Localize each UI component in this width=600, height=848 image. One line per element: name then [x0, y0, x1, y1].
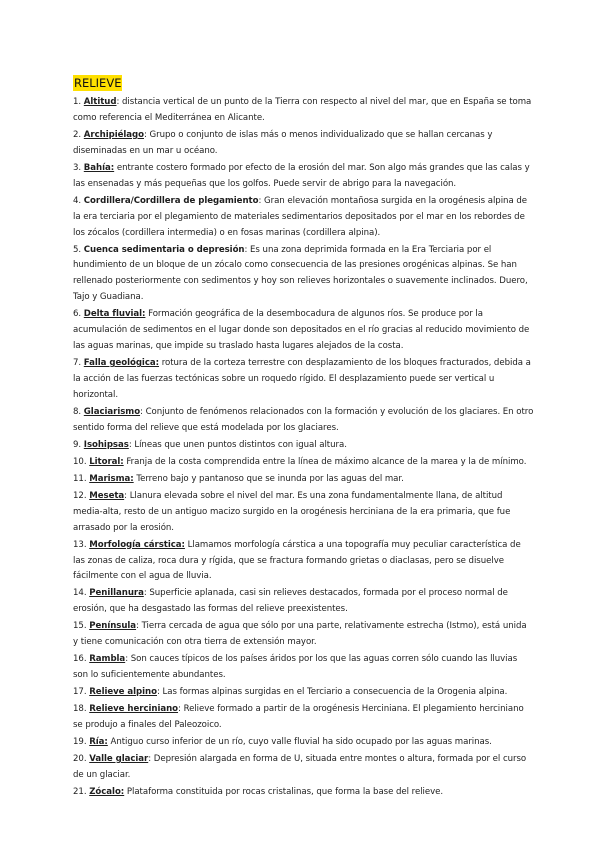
definition-number: 4.	[73, 195, 82, 206]
definition-item	[73, 128, 534, 160]
definition-text: Líneas que unen puntos distintos con igual altura.	[131, 439, 347, 450]
definition-number: 13.	[73, 539, 87, 550]
definition-text: Terreno bajo y pantanoso que se inunda por las aguas del mar.	[133, 473, 404, 484]
definition-item	[73, 161, 534, 193]
definition-term: Litoral:	[89, 456, 124, 467]
definition-separator: :	[148, 754, 152, 765]
definition-text: Franja de la costa comprendida entre la línea de máximo alcance de la marea y la de mínimo.	[123, 456, 527, 467]
definition-item	[73, 243, 534, 307]
definition-text: Llanura elevada sobre el nivel del mar. Es una zona fundamentalmente llana, de altitud media-alta, resto de un antiguo macizo surgido en la orogénesis herciniana de la era primaria, que fue arrasado por la erosión.	[73, 490, 511, 533]
definition-item	[73, 538, 534, 586]
definition-term: Península	[89, 621, 137, 632]
definition-term: Altitud	[83, 97, 117, 107]
definition-term: Ría:	[89, 737, 108, 748]
definition-text: rotura de la corteza terrestre con desplazamiento de los bloques fracturados, debida a la acción de las fuerzas tectónicas sobre un roquedo rígido. El desplazamiento puede ser vertical u horizontal.	[73, 358, 531, 400]
definition-number: 16.	[73, 654, 87, 665]
definition-item	[73, 685, 534, 701]
definition-text: Depresión alargada en forma de U, situada entre montes o altura, formada por el curso de un glaciar.	[73, 754, 527, 780]
definition-separator: :	[140, 406, 143, 417]
definition-number: 3.	[73, 162, 82, 173]
definition-separator: :	[128, 439, 132, 450]
definition-number: 10.	[73, 456, 87, 467]
definition-text: Grupo o conjunto de islas más o menos individualizado que se hallan cercanas y diseminadas en un mar u océano.	[73, 129, 493, 156]
definition-term: Relieve alpino	[89, 687, 157, 698]
definition-item	[73, 785, 534, 801]
definition-separator: :	[258, 195, 262, 206]
definition-separator: :	[116, 97, 120, 107]
definition-term: Zócalo:	[89, 786, 125, 797]
definition-number: 17.	[73, 687, 87, 698]
definition-term: Cordillera/Cordillera de plegamiento	[83, 195, 259, 206]
definition-number: 2.	[73, 129, 82, 140]
definition-list	[73, 95, 534, 801]
section-title: RELIEVE	[74, 76, 122, 90]
definition-term: Valle glaciar	[89, 754, 149, 765]
definition-text: Formación geográfica de la desembocadura de algunos ríos. Se produce por la acumulación de sedimentos en el lugar donde son depositados en el río gracias al reducido movimiento de las aguas marinas, que impide su traslado hasta lugares alejados de la costa.	[73, 309, 530, 352]
definition-text: Plataforma constituida por rocas cristalinas, que forma la base del relieve.	[124, 786, 444, 797]
definition-text: Son cauces típicos de los países áridos por los que las aguas corren sólo cuando las lluvias son lo suficientemente abundantes.	[73, 654, 518, 681]
definition-separator: :	[143, 588, 147, 599]
definition-item	[73, 455, 534, 471]
definition-term: Meseta	[89, 490, 125, 501]
definition-number: 20.	[73, 754, 87, 765]
definition-term: Archipiélago	[83, 129, 144, 140]
definition-text: entrante costero formado por efecto de la erosión del mar. Son algo más grandes que las calas y las ensenadas y más pequeñas que los golfos. Puede servir de abrigo para la navegación.	[73, 162, 530, 189]
definition-term: Falla geológica:	[83, 358, 160, 369]
definition-item	[73, 752, 534, 784]
definition-item	[73, 652, 534, 684]
definition-item	[73, 489, 534, 537]
definition-item	[73, 194, 534, 242]
definition-number: 1.	[73, 97, 82, 107]
definition-number: 5.	[73, 244, 82, 255]
definition-number: 18.	[73, 704, 87, 715]
definition-number: 7.	[73, 358, 82, 369]
definition-term: Delta fluvial:	[83, 309, 146, 320]
definition-term: Rambla	[89, 654, 126, 665]
definition-text: Relieve formado a partir de la orogénesis Herciniana. El plegamiento herciniano se produjo a finales del Paleozoico.	[73, 704, 524, 731]
definition-item	[73, 735, 534, 751]
definition-text: Gran elevación montañosa surgida en la orogénesis alpina de la era terciaria por el plegamiento de materiales sedimentarios depositados por el mar en los rebordes de los zócalos (cordillera intermedia) o en fosas marinas (cordillera alpina).	[73, 195, 527, 238]
definition-term: Bahía:	[83, 162, 115, 173]
definition-number: 12.	[73, 490, 87, 501]
definition-item	[73, 438, 534, 454]
definition-term: Relieve herciniano	[89, 704, 179, 715]
definition-term: Cuenca sedimentaria o depresión	[83, 244, 245, 255]
definition-separator: :	[136, 621, 139, 632]
definition-item	[73, 472, 534, 488]
definition-item	[73, 405, 534, 437]
definition-text: distancia vertical de un punto de la Tierra con respecto al nivel del mar, que en España se toma como referencia el Mediterránea en Alicante.	[73, 97, 532, 123]
definition-item	[73, 702, 534, 734]
definition-text: Conjunto de fenómenos relacionados con la formación y evolución de los glaciares. En otro sentido forma del relieve que está modelada por los glaciares.	[73, 406, 534, 433]
definition-number: 9.	[73, 439, 82, 450]
definition-item	[73, 356, 534, 404]
definition-number: 21.	[73, 786, 87, 797]
definition-text: Llamamos morfología cárstica a una topografía muy peculiar característica de las zonas de caliza, roca dura y rígida, que se fractura formando grietas o diaclasas, pero se disuelve fácilmente con el agua de lluvia.	[73, 539, 521, 582]
definition-number: 8.	[73, 406, 82, 417]
definition-item	[73, 307, 534, 355]
definition-number: 19.	[73, 737, 87, 748]
definition-item	[73, 619, 534, 651]
definition-number: 15.	[73, 621, 87, 632]
definition-separator: :	[124, 490, 128, 501]
definition-separator: :	[244, 244, 248, 255]
definition-term: Glaciarismo	[83, 406, 141, 417]
definition-text: Antiguo curso inferior de un río, cuyo valle fluvial ha sido ocupado por las aguas marinas.	[107, 737, 492, 748]
definition-separator: :	[125, 654, 129, 665]
definition-number: 11.	[73, 473, 87, 484]
definition-term: Morfología cárstica:	[89, 539, 185, 550]
definition-item	[73, 586, 534, 618]
definition-separator: :	[143, 129, 147, 140]
definition-item	[73, 95, 534, 127]
definition-separator: :	[156, 687, 160, 698]
definition-text: Es una zona deprimida formada en la Era Terciaria por el hundimiento de un bloque de un zócalo como consecuencia de las presiones orogénicas alpinas. Se han rellenado posteriormente con sedimentos y hoy son relieves horizontales o suavemente inclinados. Duero, Tajo y Guadiana.	[73, 244, 528, 303]
definition-number: 14.	[73, 588, 87, 599]
definition-text: Tierra cercada de agua que sólo por una parte, relativamente estrecha (Istmo), está unida y tiene comunicación con otra tierra de extensión mayor.	[73, 621, 527, 648]
definition-term: Isohipsas	[83, 439, 129, 450]
definition-term: Penillanura	[89, 588, 144, 599]
definition-term: Marisma:	[89, 473, 134, 484]
definition-text: Las formas alpinas surgidas en el Terciario a consecuencia de la Orogenia alpina.	[159, 687, 508, 698]
definition-separator: :	[178, 704, 181, 715]
definition-number: 6.	[73, 309, 82, 320]
definition-text: Superficie aplanada, casi sin relieves destacados, formada por el proceso normal de erosión, que ha desgastado las formas del relieve preexistentes.	[73, 588, 508, 615]
